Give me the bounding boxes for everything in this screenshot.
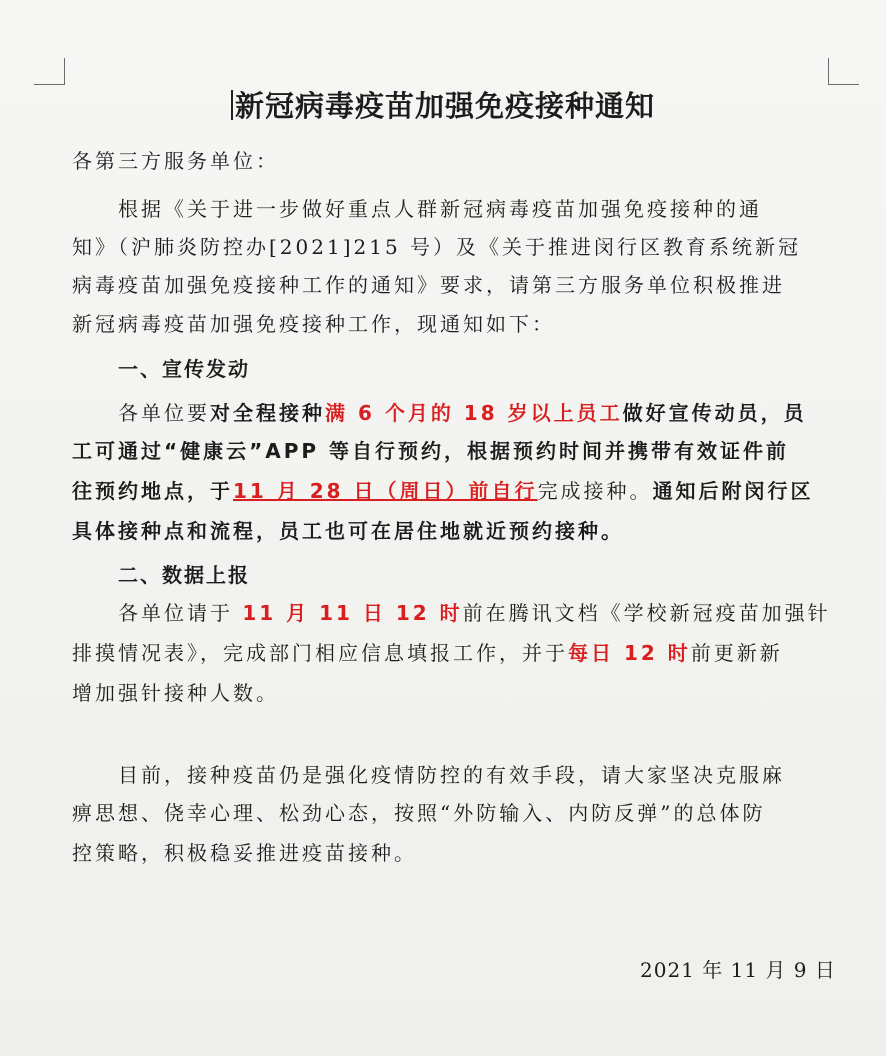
greeting: 各第三方服务单位： (72, 149, 279, 173)
text-run-bold: 通知后附闵行区 (652, 479, 814, 503)
section-2-line-1 (118, 598, 878, 628)
section-1-heading: 一、宣传发动 (118, 357, 250, 381)
document-title (0, 84, 886, 125)
closing-line-3: 控策略，积极稳妥推进疫苗接种。 (72, 841, 417, 865)
text-run: 各单位请于 (118, 601, 243, 625)
text-run: 排摸情况表》，完成部门相应信息填报工作，并于 (72, 641, 568, 665)
text-run: 完成接种。 (537, 479, 653, 503)
section-1-line-3 (72, 476, 832, 506)
intro-line-1: 根据《关于进一步做好重点人群新冠病毒疫苗加强免疫接种的通 (118, 197, 762, 221)
text-run-bold: 于 (210, 479, 233, 503)
closing-line-1: 目前，接种疫苗仍是强化疫情防控的有效手段，请大家坚决克服麻 (118, 763, 785, 787)
section-2-heading: 二、数据上报 (118, 563, 250, 587)
intro-line-2: 知》（沪肺炎防控办[2021]215 号）及《关于推进闵行区教育系统新冠 (72, 235, 802, 259)
document-date: 2021 年 11 月 9 日 (640, 958, 836, 982)
text-run: 前更新新 (690, 641, 783, 665)
text-run: 前在腾讯文档《学校新冠疫苗加强针 (462, 601, 831, 625)
closing-line-2: 痹思想、侥幸心理、松劲心态，按照“外防输入、内防反弹”的总体防 (72, 801, 766, 825)
title-text: 新冠病毒疫苗加强免疫接种通知 (234, 89, 655, 123)
corner-mark-top-left (34, 58, 65, 85)
highlight-text: 满 6 个月的 18 岁以上员工 (325, 401, 623, 425)
section-2-line-2 (72, 638, 832, 668)
intro-line-4: 新冠病毒疫苗加强免疫接种工作，现通知如下： (72, 312, 555, 336)
section-1-line-1 (118, 398, 878, 428)
intro-line-3: 病毒疫苗加强免疫接种工作的通知》要求，请第三方服务单位积极推进 (72, 273, 785, 297)
section-1-line-4: 具体接种点和流程，员工也可在居住地就近预约接种。 (72, 519, 624, 543)
section-1-line-2: 工可通过“健康云”APP 等自行预约，根据预约时间并携带有效证件前 (72, 439, 790, 463)
highlight-text-underlined: 11 月 28 日（周日）前自行 (233, 479, 538, 503)
highlight-text: 11 月 11 日 12 时 (242, 601, 463, 625)
text-run-bold: 做好宣传动员，员 (622, 401, 807, 425)
corner-mark-top-right (828, 58, 859, 85)
text-run-bold: 对全程接种 (210, 401, 325, 425)
text-run: 各单位要 (118, 401, 210, 425)
text-run-bold: 往预约地点， (72, 479, 210, 503)
text-cursor (231, 90, 233, 120)
highlight-text: 每日 12 时 (568, 641, 691, 665)
section-2-line-3: 增加强针接种人数。 (72, 681, 279, 705)
